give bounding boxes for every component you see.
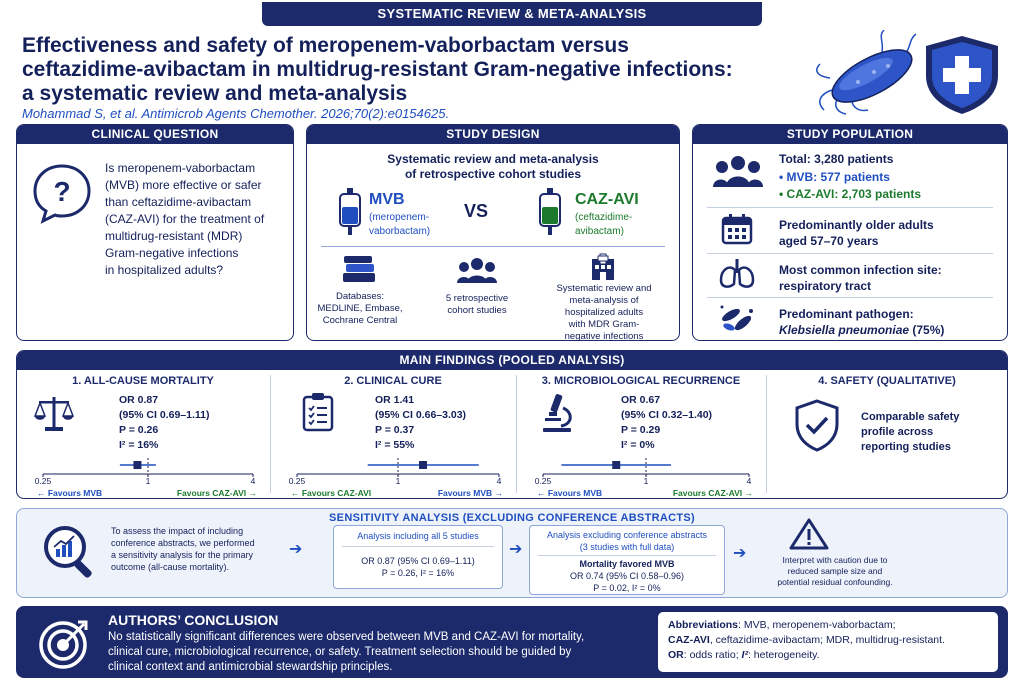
clinical-question-panel — [16, 124, 294, 341]
scope-line: with MDR Gram- — [568, 319, 640, 330]
databases-line: MEDLINE, Embase, — [317, 303, 403, 314]
abbr-line — [668, 618, 988, 633]
arrow-right-icon: ➔ — [733, 545, 747, 562]
forest-plot-clinical-cure — [271, 454, 515, 498]
caution-line: potential residual confounding. — [777, 577, 893, 587]
pathogen-text — [779, 306, 944, 338]
question-line: multidrug-resistant (MDR) — [105, 229, 243, 243]
sensitivity-intro — [111, 525, 291, 573]
odds-ratio: OR 0.67 — [621, 394, 661, 406]
forest-tick-label: 1 — [395, 476, 401, 486]
title-line-2: ceftazidime-avibactam in multidrug-resistant Gram-negative infections: — [22, 58, 733, 81]
pathogen-line: Predominant pathogen: — [779, 307, 914, 321]
main-findings-heading: MAIN FINDINGS (POOLED ANALYSIS) — [17, 351, 1007, 370]
clinical-question-text — [105, 160, 290, 279]
abbr-text: , ceftazidime-avibactam; MDR, multidrug-resistant. — [709, 634, 945, 646]
hospital-icon — [589, 253, 617, 281]
p-value: P = 0.29 — [621, 424, 661, 436]
scope-line: Systematic review and — [556, 283, 652, 294]
scales-icon — [33, 394, 75, 434]
magnifier-chart-icon — [41, 523, 99, 583]
scope-line: negative infections — [564, 331, 644, 341]
forest-point — [612, 461, 620, 469]
main-title — [22, 34, 792, 106]
study-population-heading: STUDY POPULATION — [693, 125, 1007, 144]
sensitivity-all-studies-box — [333, 525, 503, 589]
favours-left-label: ← Favours CAZ-AVI — [291, 488, 372, 498]
intro-line: outcome (all-cause mortality). — [111, 562, 230, 572]
design-subtitle-line: of retrospective cohort studies — [404, 167, 582, 181]
forest-tick-label: 1 — [145, 476, 151, 486]
safety-line: profile across — [861, 426, 934, 438]
caz-avi-iv-bag-icon — [537, 187, 563, 237]
box-line: P = 0.02, I² = 0% — [593, 583, 661, 593]
i-squared: I² = 0% — [621, 439, 655, 451]
conclusion-line: No statistically significant differences were observed between MVB and CAZ-AVI for mortality, — [108, 631, 585, 643]
p-value: P = 0.26 — [119, 424, 159, 436]
finding-stats — [621, 393, 712, 453]
finding-stats — [119, 393, 209, 453]
population-divider — [707, 207, 993, 208]
study-design-panel — [306, 124, 680, 341]
mvb-patients-text: MVB: 577 patients — [786, 170, 890, 184]
box-line: OR 0.74 (95% CI 0.58–0.96) — [569, 571, 685, 581]
mvb-label: MVB — [369, 191, 405, 208]
main-findings-panel — [16, 350, 1008, 499]
favours-right-label: Favours CAZ-AVI → — [672, 488, 753, 498]
mvb-full-line: (meropenem- — [369, 212, 430, 223]
question-line: (CAZ-AVI) for the treatment of — [105, 212, 265, 226]
i-squared: I² = 55% — [375, 439, 415, 451]
finding-stats — [375, 393, 466, 453]
confidence-interval: (95% CI 0.66–3.03) — [375, 409, 467, 421]
top-banner: SYSTEMATIC REVIEW & META-ANALYSIS — [262, 2, 762, 26]
finding-title: 2. CLINICAL CURE — [344, 375, 442, 387]
total-patients: Total: 3,280 patients — [779, 152, 894, 166]
patients-group-icon — [713, 155, 763, 189]
forest-point — [133, 461, 141, 469]
forest-plot-mortality — [17, 454, 269, 498]
question-line: than ceftazidime-avibactam — [105, 195, 252, 209]
forest-tick-label: 4 — [250, 476, 256, 486]
scope-text — [543, 283, 665, 341]
confidence-interval: (95% CI 0.32–1.40) — [621, 409, 713, 421]
design-subtitle — [307, 152, 679, 182]
question-bubble-icon — [31, 163, 93, 225]
odds-ratio: OR 1.41 — [375, 394, 415, 406]
forest-plot-recurrence — [517, 454, 765, 498]
arrow-right-icon: ➔ — [509, 541, 523, 558]
microscope-icon — [539, 392, 575, 434]
svg-text:?: ? — [53, 176, 71, 207]
question-line: Is meropenem-vaborbactam — [105, 161, 256, 175]
sensitivity-panel — [16, 508, 1008, 598]
age-line: Predominantly older adults — [779, 218, 934, 232]
mvb-full-line: vaborbactam) — [369, 226, 431, 237]
lungs-icon — [719, 258, 755, 290]
studies-line: cohort studies — [447, 305, 507, 316]
safety-line: Comparable safety — [861, 411, 960, 423]
databases-line: Cochrane Central — [322, 315, 398, 326]
design-divider — [321, 246, 665, 247]
finding-title: 1. ALL-CAUSE MORTALITY — [72, 375, 214, 387]
intro-line: conference abstracts, we performed — [111, 538, 255, 548]
infection-site-text — [779, 262, 942, 294]
pathogen-line — [779, 322, 944, 338]
abbr-label: OR — [668, 649, 684, 661]
studies-text — [429, 293, 525, 317]
favours-left-label: ← Favours MVB — [537, 488, 603, 498]
caz-full-line: (ceftazidime- — [575, 212, 633, 223]
conclusion-panel — [16, 606, 1008, 678]
design-subtitle-line: Systematic review and meta-analysis — [387, 152, 599, 166]
confidence-interval: (95% CI 0.69–1.11) — [119, 409, 210, 421]
study-design-heading: STUDY DESIGN — [307, 125, 679, 144]
i-squared: I² = 16% — [119, 439, 159, 451]
p-value: P = 0.37 — [375, 424, 415, 436]
question-line: in hospitalized adults? — [105, 263, 224, 277]
abbr-label: CAZ-AVI — [668, 634, 710, 646]
pathogen-percent: (75%) — [909, 323, 945, 337]
people-group-icon — [457, 257, 497, 285]
caution-text — [757, 555, 913, 588]
box-title: Analysis including all 5 studies — [342, 526, 494, 547]
forest-tick-label: 0.25 — [34, 476, 52, 486]
study-population-panel — [692, 124, 1008, 341]
finding-recurrence — [517, 370, 765, 498]
caz-patients: • CAZ-AVI: 2,703 patients — [779, 187, 922, 201]
box-title: Analysis excluding conference abstracts — [546, 530, 708, 540]
caution-line: Interpret with caution due to — [782, 555, 888, 565]
intro-line: To assess the impact of including — [111, 526, 244, 536]
intro-line: a sensitivity analysis for the primary — [111, 550, 254, 560]
question-line: (MVB) more effective or safer — [105, 178, 262, 192]
forest-tick-label: 1 — [643, 476, 649, 486]
conclusion-text — [108, 630, 628, 675]
abbreviations-box — [658, 612, 998, 672]
bacteria-icon — [719, 303, 755, 333]
target-icon — [38, 616, 92, 670]
safety-text — [861, 410, 959, 455]
conclusion-line: clinical context and antimicrobial stewardship principles. — [108, 661, 393, 673]
databases-text — [315, 291, 405, 327]
question-line: Gram-negative infections — [105, 246, 239, 260]
conclusion-line: clinical cure, microbiological recurrence, or safety. Treatment selection should be guided by — [108, 646, 572, 658]
finding-title: 4. SAFETY (QUALITATIVE) — [818, 375, 956, 387]
safety-line: reporting studies — [861, 441, 951, 453]
calendar-icon — [721, 213, 753, 245]
caz-patients-text: CAZ-AVI: 2,703 patients — [786, 187, 922, 201]
forest-tick-label: 0.25 — [288, 476, 306, 486]
warning-icon — [789, 517, 829, 551]
mvb-patients: • MVB: 577 patients — [779, 170, 890, 184]
age-text — [779, 217, 934, 249]
population-divider — [707, 253, 993, 254]
finding-title: 3. MICROBIOLOGICAL RECURRENCE — [541, 375, 741, 387]
odds-ratio: OR 0.87 — [119, 394, 159, 406]
title-line-3: a systematic review and meta-analysis — [22, 82, 408, 105]
abbr-line — [668, 648, 988, 663]
conclusion-heading: AUTHORS’ CONCLUSION — [108, 612, 279, 628]
scope-line: meta-analysis of — [569, 295, 639, 306]
forest-point — [419, 461, 427, 469]
abbr-text: : heterogeneity. — [747, 649, 820, 661]
forest-tick-label: 0.25 — [534, 476, 552, 486]
mvb-iv-bag-icon — [337, 187, 363, 237]
caz-full-line: avibactam) — [575, 226, 624, 237]
arrow-right-icon: ➔ — [289, 541, 303, 558]
title-line-1: Effectiveness and safety of meropenem-vaborbactam versus — [22, 34, 629, 57]
scope-line: hospitalized adults — [564, 307, 644, 318]
box-title: (3 studies with full data) — [538, 541, 716, 556]
site-line: Most common infection site: — [779, 263, 942, 277]
pathogen-name: Klebsiella pneumoniae — [779, 323, 910, 337]
clinical-question-heading: CLINICAL QUESTION — [17, 125, 293, 144]
caution-line: reduced sample size and — [787, 566, 883, 576]
shield-check-icon — [793, 398, 841, 452]
box-line: P = 0.26, I² = 16% — [381, 568, 455, 578]
abbr-text: : odds ratio; — [683, 649, 742, 661]
box-line: Mortality favored MVB — [579, 559, 675, 569]
abbr-line — [668, 633, 988, 648]
studies-line: 5 retrospective — [445, 293, 509, 304]
favours-right-label: Favours MVB → — [437, 488, 503, 498]
box-line: OR 0.87 (95% CI 0.69–1.11) — [361, 556, 475, 566]
citation: Mohammad S, et al. Antimicrob Agents Chemother. 2026;70(2):e0154625. — [22, 106, 450, 121]
population-divider — [707, 297, 993, 298]
mvb-full-name — [369, 211, 430, 239]
abbr-label: I² — [741, 649, 748, 661]
shield-cross-icon — [926, 36, 998, 114]
age-line: aged 57–70 years — [779, 234, 879, 248]
favours-right-label: Favours CAZ-AVI → — [176, 488, 257, 498]
sensitivity-excluding-box — [529, 525, 725, 595]
forest-tick-label: 4 — [746, 476, 752, 486]
forest-tick-label: 4 — [496, 476, 502, 486]
finding-clinical-cure — [271, 370, 515, 498]
caz-avi-label: CAZ-AVI — [575, 191, 639, 208]
sensitivity-heading: SENSITIVITY ANALYSIS (EXCLUDING CONFERENCE ABSTRACTS) — [329, 512, 695, 524]
finding-safety — [767, 370, 1007, 498]
books-database-icon — [339, 255, 379, 285]
finding-mortality — [17, 370, 269, 498]
caz-avi-full-name — [575, 211, 632, 239]
bacterium-icon — [817, 30, 919, 114]
favours-left-label: ← Favours MVB — [37, 488, 103, 498]
vs-label: VS — [464, 201, 489, 221]
clipboard-checklist-icon — [301, 392, 335, 432]
abbr-text: : MVB, meropenem-vaborbactam; — [738, 619, 896, 631]
bacterium-shield-illustration — [812, 30, 1012, 116]
databases-line: Databases: — [335, 291, 385, 302]
abbr-label: Abbreviations — [668, 619, 739, 631]
site-line: respiratory tract — [779, 279, 872, 293]
